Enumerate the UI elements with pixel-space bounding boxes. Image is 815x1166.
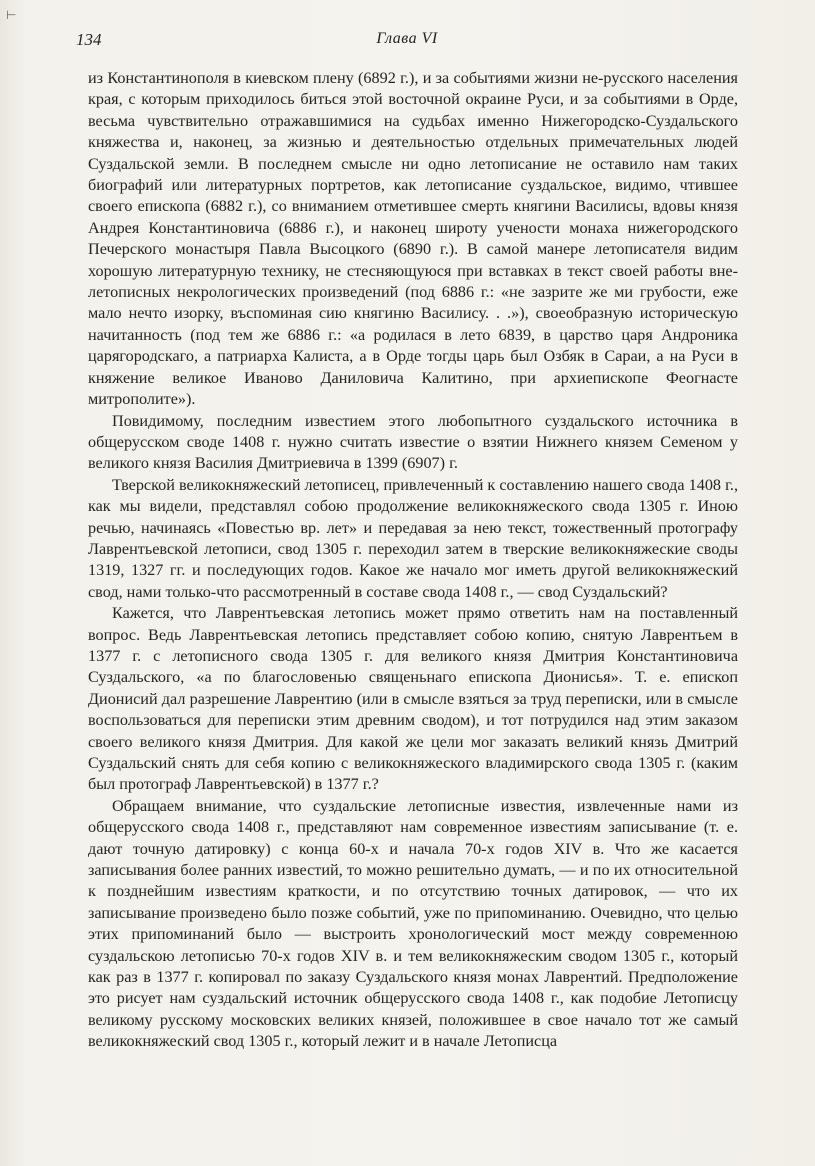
paragraph: Повидимому, последним известием этого любопытного суздальского источника в общерусском своде 1408 г. нужно считать известие о взятии Нижнего князем Семеном у великого князя Василия Дмитриевича в 1399 (6907) г. bbox=[88, 411, 738, 473]
page-number: 134 bbox=[76, 30, 102, 49]
body-text bbox=[88, 68, 738, 1053]
paragraph: Тверской великокняжеский летописец, привлеченный к составлению нашего свода 1408 г., как мы видели, представлял собою продолжение великокняжеского свода 1305 г. Иною речью, начинаясь «Повестью вр. лет» и передавая за нею текст, тожественный протографу Лаврентьевской летописи, свод 1305 г. переходил затем в тверские великокняжеские своды 1319, 1327 гг. и последующих годов. Какое же начало мог иметь другой великокняжеский свод, нами только-что рассмотренный в составе свода 1408 г., — свод Суздальский? bbox=[88, 475, 738, 601]
paragraph-continuation: из Константинополя в киевском плену (6892 г.), и за событиями жизни не-русского населения края, с которым приходилось биться этой восточной окраине Руси, и за событиями в Орде, весьма чувствительно отражавшимися на судьбах именно Нижегородско-Суздальского княжества и, наконец, за жизнью и деятельностью отдельных примечательных людей Суздальской земли. В последнем смысле ни одно летописание не оставило нам таких биографий или литературных портретов, как летописание суздальское, видимо, чтившее своего епископа (6882 г.), со вниманием отметившее смерть княгини Василисы, вдовы князя Андрея Константиновича (6886 г.), и наконец широту учености монаха нижегородского Печерского монастыря Павла Высоцкого (6890 г.). В самой манере летописателя видим хорошую литературную технику, не стесняющуюся при вставках в текст своей работы вне-летописных некрологических произведений (под 6886 г.: «не зазрите же ми грубости, еже мало нечто изорку, въспоминая сию княгиню Василису. . .»), своеобразную историческую начитанность (под тем же 6886 г.: «а родилася в лето 6839, в царство царя Андроника царягородскаго, а патриарха Калиста, а в Орде тогды царь был Озбяк в Сараи, а на Руси в княжение великое Иваново Даниловича Калитино, при архиепископе Феогнасте митрополите»). bbox=[88, 69, 738, 409]
running-head: Глава VI bbox=[376, 30, 438, 47]
margin-mark: ⊢ bbox=[6, 8, 17, 22]
paragraph: Обращаем внимание, что суздальские летописные известия, извлеченные нами из общерусского свода 1408 г., представляют нам современное известиям записывание (т. е. дают точную датировку) с конца 60-х и начала 70-х годов XIV в. Что же касается записывания более ранних известий, то можно решительно думать, — и по их относительной к позднейшим известиям краткости, и по отсутствию точных датировок, — что их записывание произведено было позже событий, уже по припоминанию. Очевидно, что целью этих припоминаний было — выстроить хронологический мост между современною суздальскою летописью 70-х годов XIV в. и тем великокняжеским сводом 1305 г., который как раз в 1377 г. копировал по заказу Суздальского князя монах Лаврентий. Предположение это рисует нам суздальский источник общерусского свода 1408 г., как подобие Летописцу великому русскому московских великих князей, положившее в свое начало тот же самый великокняжеский свод 1305 г., который лежит и в начале Летописца bbox=[88, 796, 738, 1051]
page-header bbox=[76, 30, 738, 54]
paragraph: Кажется, что Лаврентьевская летопись может прямо ответить нам на поставленный вопрос. Ведь Лаврентьевская летопись представляет собою копию, снятую Лаврентьем в 1377 г. с летописного свода 1305 г. для великого князя Дмитрия Константиновича Суздальского, «а по благословенью священьнаго епископа Дионисья». Т. е. епископ Дионисий дал разрешение Лаврентию (или в смысле взяться за труд переписки, или в смысле воспользоваться для переписки этим древним сводом), и тот потрудился над этим заказом своего великого князя Дмитрия. Для какой же цели мог заказать великий князь Дмитрий Суздальский снять для себя копию с великокняжеского владимирского свода 1305 г. (каким был протограф Лаврентьевской) в 1377 г.? bbox=[88, 604, 738, 794]
